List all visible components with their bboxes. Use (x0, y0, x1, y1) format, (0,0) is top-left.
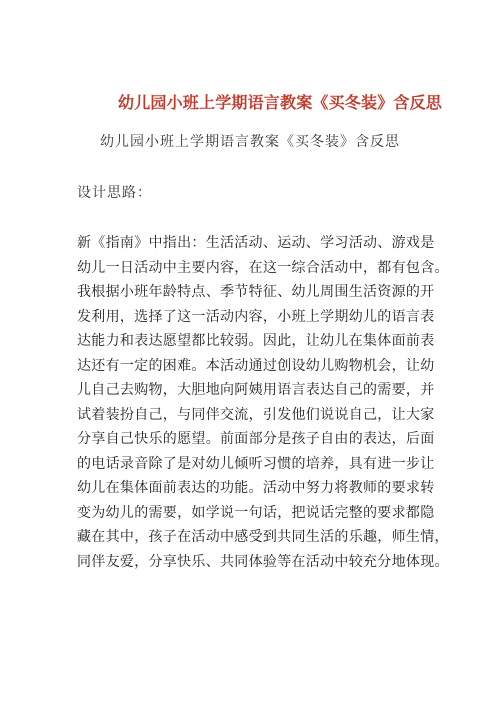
paragraph-line: 发利用，选择了这一活动内容，小班上学期幼儿的语言表 (77, 308, 435, 325)
paragraph-line: 我根据小班年龄特点、季节特征、幼儿周围生活资源的开 (77, 284, 435, 300)
paragraph-line: 分享自己快乐的愿望。前面部分是孩子自由的表达，后面 (77, 431, 435, 447)
body-paragraph (77, 231, 449, 574)
paragraph-line: 同伴友爱，分享快乐、共同体验等在活动中较充分地体现。 (77, 553, 449, 570)
section-heading: 设计思路： (77, 185, 152, 201)
paragraph-line: 的电话录音除了是对幼儿倾听习惯的培养，具有进一步让 (77, 455, 435, 472)
paragraph-line: 变为幼儿的需要，如学说一句话，把说话完整的要求都隐 (77, 504, 435, 521)
paragraph-line: 幼儿在集体面前表达的功能。活动中努力将教师的要求转 (77, 480, 435, 496)
paragraph-line: 试着装扮自己，与同伴交流，引发他们说说自己，让大家 (77, 406, 435, 423)
paragraph-line: 达还有一定的困难。本活动通过创设幼儿购物机会，让幼 (77, 357, 435, 374)
document-subtitle: 幼儿园小班上学期语言教案《买冬装》含反思 (100, 134, 400, 150)
paragraph-line: 儿自己去购物，大胆地向阿姨用语言表达自己的需要，并 (77, 382, 435, 398)
paragraph-line: 新《指南》中指出：生活活动、运动、学习活动、游戏是 (77, 235, 435, 251)
paragraph-line: 幼儿一日活动中主要内容，在这一综合活动中，都有包含。 (77, 259, 449, 276)
paragraph-line: 达能力和表达愿望都比较弱。因此，让幼儿在集体面前表 (77, 333, 435, 349)
document-title: 幼儿园小班上学期语言教案《买冬装》含反思 (118, 93, 443, 112)
paragraph-line: 藏在其中，孩子在活动中感受到共同生活的乐趣，师生情， (77, 529, 449, 545)
